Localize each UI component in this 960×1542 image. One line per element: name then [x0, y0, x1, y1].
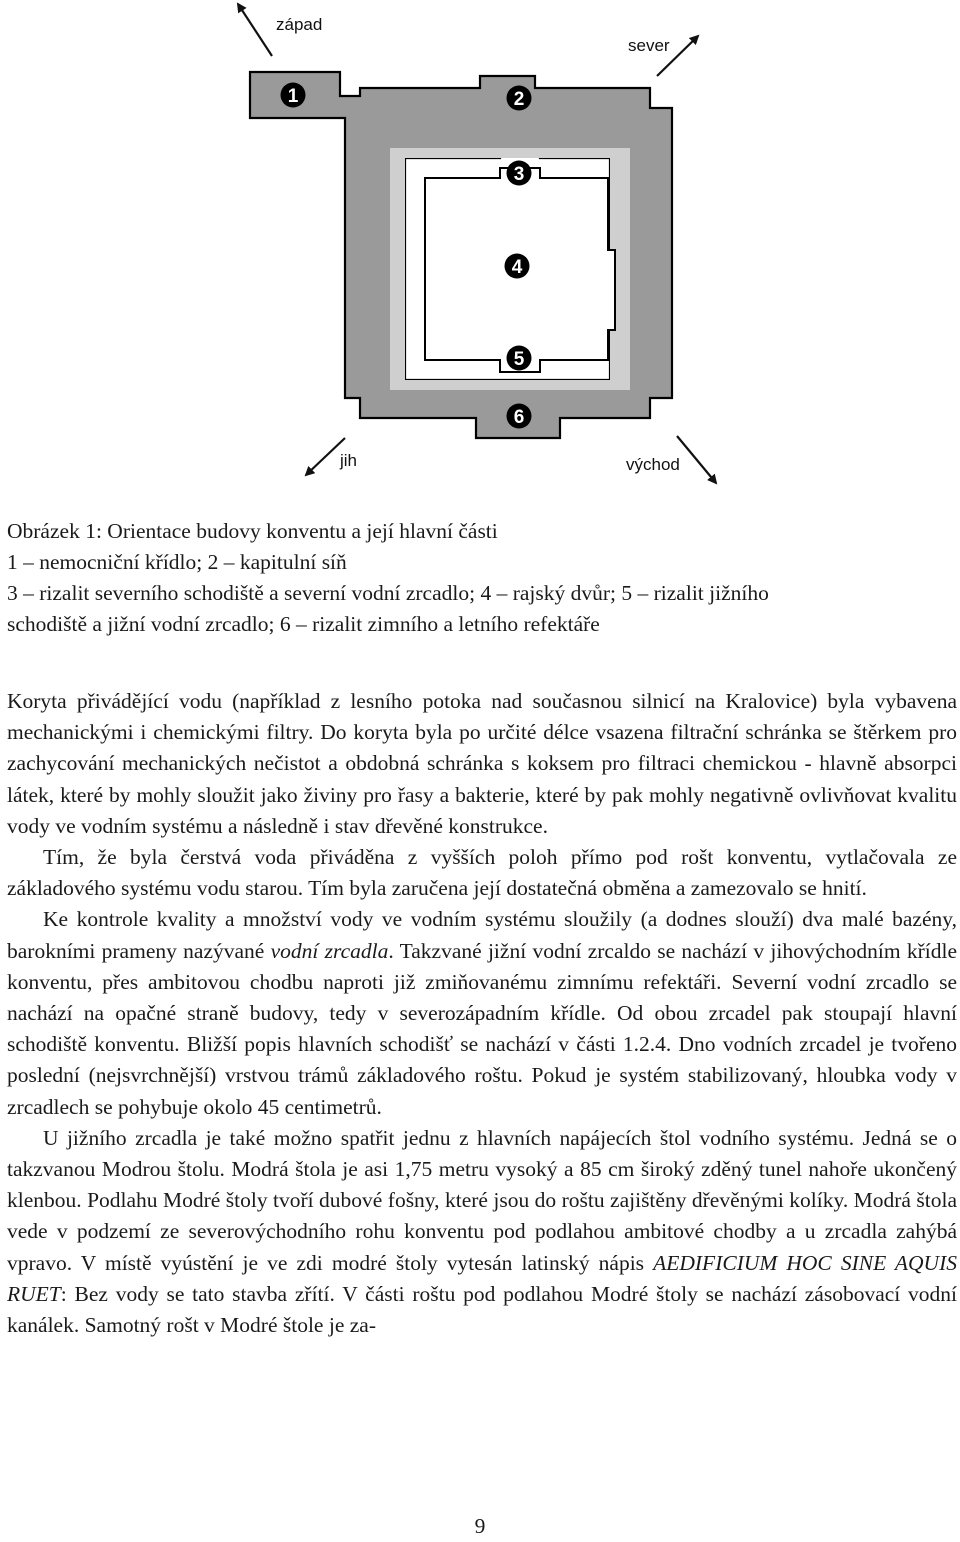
caption-line: schodiště a jižní vodní zrcadlo; 6 – rizalit zimního a letního refektáře	[7, 612, 600, 636]
marker-6	[507, 404, 532, 429]
marker-3	[507, 161, 532, 186]
svg-text:3: 3	[513, 164, 525, 185]
svg-text:1: 1	[287, 86, 299, 107]
east-arrow	[677, 436, 716, 483]
svg-text:6: 6	[513, 407, 525, 428]
caption-line: Obrázek 1: Orientace budovy konventu a její hlavní části	[7, 519, 498, 543]
paragraph-blue-adit: U jižního zrcadla je také možno spatřit jednu z hlavních napájecích štol vodního systému. Jedná se o takzvanou Modrou štolu. Modrá štola je asi 1,75 metru vysoký a 85 cm široký zděný tunel nahoře ukončený klenbou. Podlahu Modré štoly tvoří dubové fošny, které jsou do roštu zajištěny dřevěnými kolíky. Modrá štola vede v podzemí ze severovýchodního rohu konventu pod podlahou ambitové chodby a u zrcadla zahýbá vpravo. V místě vyústění je ve zdi modré štoly vytesán latinský nápis AEDIFICIUM HOC SINE AQUIS RUET: Bez vody se tato stavba zřítí. V části roštu pod podlahou Modré štoly se nachází zásobovací vodní kanálek. Samotný rošt v Modré štole je za-	[7, 1125, 957, 1338]
svg-text:2: 2	[513, 89, 525, 110]
marker-2	[507, 86, 532, 111]
west-label: západ	[276, 15, 323, 34]
page-number: 9	[474, 1514, 486, 1538]
south-label: jih	[340, 451, 358, 470]
latin-inscription: AEDIFICIUM HOC SINE AQUIS RUET	[7, 1250, 957, 1306]
term-vodni-zrcadla: vodní zrcadla	[270, 938, 389, 963]
marker-1	[281, 83, 306, 108]
floor-plan-figure	[0, 0, 960, 500]
svg-text:4: 4	[511, 257, 523, 278]
west-arrow	[238, 4, 272, 56]
figure-caption	[7, 516, 957, 640]
caption-line: 1 – nemocniční křídlo; 2 – kapitulní síň	[7, 550, 347, 574]
east-label: východ	[626, 455, 680, 474]
paragraph-water-mirrors: Ke kontrole kvality a množství vody ve vodním systému sloužily (a dodnes slouží) dva malé bazény, barokními prameny nazývané vodní zrcadla. Takzvané jižní vodní zrcaldo se nachází v jihovýchodním křídle konventu, přes ambitovou chodbu naproti již zmiňovanému zimnímu refektáři. Severní vodní zrcadlo se nachází na opačné straně budovy, tedy v severozápadním křídle. Od obou zrcadel pak stoupají hlavní schodiště konventu. Bližší popis hlavních schodišť se nachází v části 1.2.4. Dno vodních zrcadel je tvořeno poslední (nejsvrchnější) vrstvou trámů základového roštu. Pokud je systém stabilizovaný, hloubka vody v zrcadlech se pohybuje okolo 45 centimetrů.	[7, 907, 957, 1119]
caption-line: 3 – rizalit severního schodiště a severní vodní zrcadlo; 4 – rajský dvůr; 5 – rizalit jižního	[7, 581, 769, 605]
svg-text:5: 5	[513, 349, 525, 370]
paragraph-water-exchange: Tím, že byla čerstvá voda přiváděna z vyšších poloh přímo pod rošt konventu, vytlačovala ze základového systému vodu starou. Tím byla zaručena její dostatečná obměna a zamezovalo se hnití.	[7, 845, 957, 901]
body-text	[7, 686, 957, 1341]
marker-5	[507, 346, 532, 371]
marker-4	[505, 254, 530, 279]
north-label: sever	[628, 36, 670, 55]
paragraph-water-filters: Koryta přivádějící vodu (například z lesního potoka nad současnou silnicí na Kralovice) byla vybavena mechanickými i chemickými filtry. Do koryta byla po určité délce vsazena filtrační schránka se štěrkem pro zachycování mechanických nečistot a obdobná schránka s koksem pro filtraci chemickou - hlavně absorpci látek, které by mohly sloužit jako živiny pro řasy a bakterie, které by pak mohly negativně ovlivňovat kvalitu vody ve vodním systému a následně i stav dřevěné konstrukce.	[7, 689, 957, 838]
